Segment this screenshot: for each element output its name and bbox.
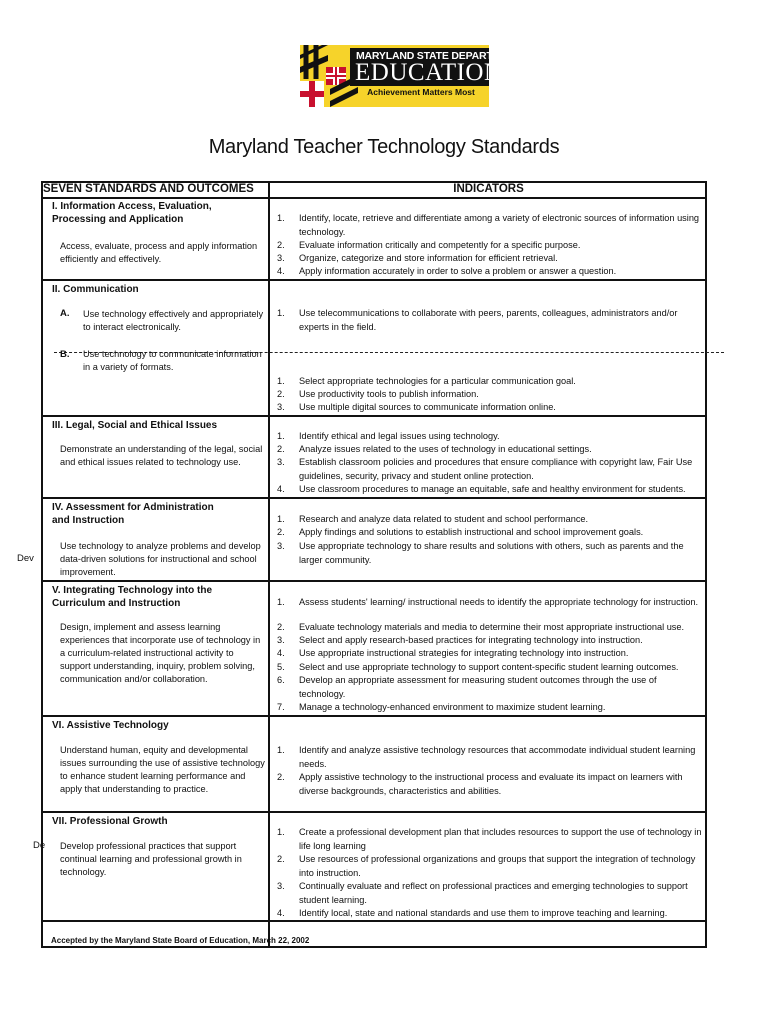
row-divider	[41, 715, 707, 717]
standard-title: VII. Professional Growth	[52, 816, 168, 827]
row-divider	[41, 279, 707, 281]
stray-text-fragment: De	[33, 840, 46, 851]
standard-title: IV. Assessment for Administration and Instruction	[52, 502, 214, 526]
msde-logo	[300, 45, 539, 107]
indicator-item: 6. Develop an appropriate assessment for measuring student outcomes through the use of technology.	[277, 675, 657, 699]
indicator-item: 7. Manage a technology-enhanced environment to maximize student learning.	[277, 702, 606, 712]
page-title: Maryland Teacher Technology Standards	[208, 136, 560, 158]
standard-title: III. Legal, Social and Ethical Issues	[52, 420, 218, 431]
column-divider	[268, 181, 270, 948]
indicator-item: 4. Use appropriate instructional strategies for integrating technology into instruction.	[277, 648, 629, 658]
indicator-item: 3. Use appropriate technology to share results and solutions with others, such as parents and the larger community.	[277, 541, 684, 565]
indicator-item: 2. Analyze issues related to the uses of technology in educational settings.	[277, 444, 592, 454]
row-divider	[41, 580, 707, 582]
indicator-item: 3. Establish classroom policies and procedures that ensure compliance with copyright law, Fair Use guidelines, security, privacy and student online protection.	[277, 457, 693, 481]
indicator-item: 2. Apply findings and solutions to establish instructional and school improvement goals.	[277, 527, 644, 537]
indicator-item: 1. Identify, locate, retrieve and differentiate among a variety of electronic sources of information using technology.	[277, 213, 700, 237]
footer-note: Accepted by the Maryland State Board of Education, March 22, 2002	[51, 936, 310, 945]
sub-outcome-text: Use technology effectively and appropriately to interact electronically.	[83, 309, 264, 332]
indicator-item: 1. Assess students' learning/ instructional needs to identify the appropriate technology for instruction.	[277, 597, 699, 607]
standard-title: VI. Assistive Technology	[52, 720, 169, 731]
standard-description: Access, evaluate, process and apply information efficiently and effectively.	[60, 241, 258, 264]
logo-tagline: Achievement Matters Most	[367, 87, 475, 97]
standard-description: Develop professional practices that support continual learning and professional growth in technology.	[60, 841, 242, 877]
indicator-item: 1. Identify ethical and legal issues using technology.	[277, 431, 500, 441]
stray-text-fragment: Dev	[17, 553, 34, 564]
logo-line1: MARYLAND STATE DEPARTMENT OF	[356, 50, 539, 62]
row-divider	[41, 811, 707, 813]
indicator-item: 2. Apply assistive technology to the instructional process and evaluate its impact on learners with diverse backgrounds, characteristics and abilities.	[277, 772, 683, 796]
standard-title: II. Communication	[52, 284, 139, 295]
indicator-item: 1. Create a professional development plan that includes resources to support the use of technology in life long learning	[277, 827, 702, 851]
header-divider	[41, 197, 707, 199]
sub-outcome-letter: B.	[60, 349, 70, 360]
indicator-item: 4. Use classroom procedures to manage an equitable, safe and healthy environment for students.	[277, 484, 686, 494]
indicator-item: 1. Use telecommunications to collaborate with peers, parents, colleagues, administrators and/or experts in the field.	[277, 308, 678, 332]
standard-title: V. Integrating Technology into the Curriculum and Instruction	[52, 585, 213, 609]
sub-outcome-text: Use technology to communicate information in a variety of formats.	[83, 349, 262, 372]
indicator-item: 5. Select and use appropriate technology to support content-specific student learning outcomes.	[277, 662, 679, 672]
standard-title: I. Information Access, Evaluation, Processing and Application	[52, 201, 212, 225]
column-header-indicators: INDICATORS	[453, 183, 524, 195]
indicator-item: 2. Evaluate information critically and competently for a specific purpose.	[277, 240, 581, 250]
indicator-item: 1. Identify and analyze assistive technology resources that accommodate individual student learning needs.	[277, 745, 696, 769]
indicator-item: 3. Select and apply research-based practices for integrating technology into instruction.	[277, 635, 643, 645]
standard-description: Understand human, equity and developmental issues surrounding the use of assistive technology to enhance student learning performance and apply that understanding to practice.	[60, 745, 265, 794]
logo-line2: EDUCATION	[355, 59, 503, 86]
indicator-item: 2. Evaluate technology materials and media to determine their most appropriate instructional use.	[277, 622, 685, 632]
sub-outcome-letter: A.	[60, 308, 70, 319]
standard-description: Use technology to analyze problems and develop data-driven solutions for instructional and school improvement.	[60, 541, 261, 577]
row-divider	[41, 497, 707, 499]
column-header-standards: SEVEN STANDARDS AND OUTCOMES	[43, 183, 254, 195]
indicator-item: 4. Apply information accurately in order to solve a problem or answer a question.	[277, 266, 617, 276]
row-divider	[41, 415, 707, 417]
indicator-item: 2. Use resources of professional organizations and groups that support the integration of technology into instruction.	[277, 854, 696, 878]
indicator-item: 1. Research and analyze data related to student and school performance.	[277, 514, 589, 524]
standard-description: Demonstrate an understanding of the legal, social and ethical issues related to technology use.	[60, 444, 263, 467]
standard-description: Design, implement and assess learning experiences that incorporate use of technology in a curriculum-related instructional activity to support understanding, inquiry, problem solving, communication and/or collaboration.	[60, 622, 261, 684]
indicator-item: 3. Use multiple digital sources to communicate information online.	[277, 402, 556, 412]
indicator-item: 3. Continually evaluate and reflect on professional practices and emerging technologies to support student learning.	[277, 881, 688, 905]
indicator-item: 3. Organize, categorize and store information for efficient retrieval.	[277, 253, 558, 263]
indicator-item: 4. Identify local, state and national standards and use them to improve teaching and learning.	[277, 908, 668, 918]
indicator-item: 2. Use productivity tools to publish information.	[277, 389, 479, 399]
indicator-item: 1. Select appropriate technologies for a particular communication goal.	[277, 376, 576, 386]
